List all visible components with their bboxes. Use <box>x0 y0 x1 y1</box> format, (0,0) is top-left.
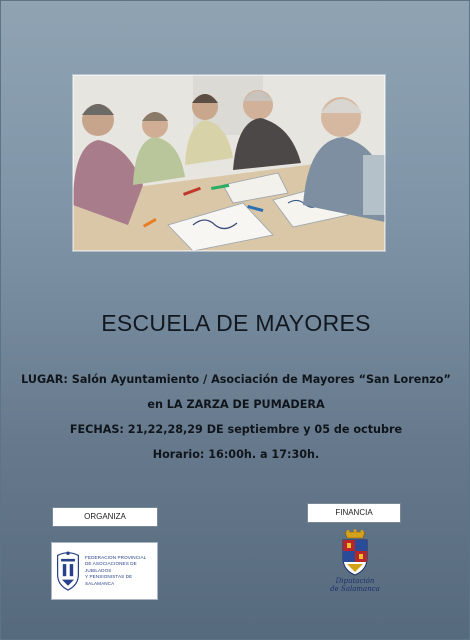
federation-line: Y PENSIONISTAS DE SALAMANCA <box>85 574 133 586</box>
federation-name <box>85 555 154 588</box>
federation-line: FEDERACION PROVINCIAL <box>85 554 147 560</box>
location-text: LUGAR: Salón Ayuntamiento / Asociación de Mayores “San Lorenzo” <box>21 373 451 386</box>
federation-logo <box>51 542 158 600</box>
federation-emblem-icon <box>55 547 81 595</box>
diputacion-crest-icon <box>338 529 372 577</box>
schedule-text: Horario: 16:00h. a 17:30h. <box>152 448 320 461</box>
diputacion-logo <box>329 529 381 603</box>
location-town-text: en LA ZARZA DE PUMADERA <box>147 398 325 411</box>
federation-line: DE ASOCIACIONES DE JUBILADOS <box>85 561 137 573</box>
organiza-label: ORGANIZA <box>52 507 158 527</box>
activity-photo <box>73 75 385 251</box>
dates-text: FECHAS: 21,22,28,29 DE septiembre y 05 de octubre <box>69 423 403 436</box>
diputacion-line: de Salamanca <box>330 585 380 593</box>
diputacion-name <box>330 577 380 593</box>
elderly-drawing-class-illustration <box>73 75 385 251</box>
page-title: ESCUELA DE MAYORES <box>101 310 371 336</box>
diputacion-line: Diputación <box>335 577 375 585</box>
financia-label: FINANCIA <box>307 503 401 523</box>
